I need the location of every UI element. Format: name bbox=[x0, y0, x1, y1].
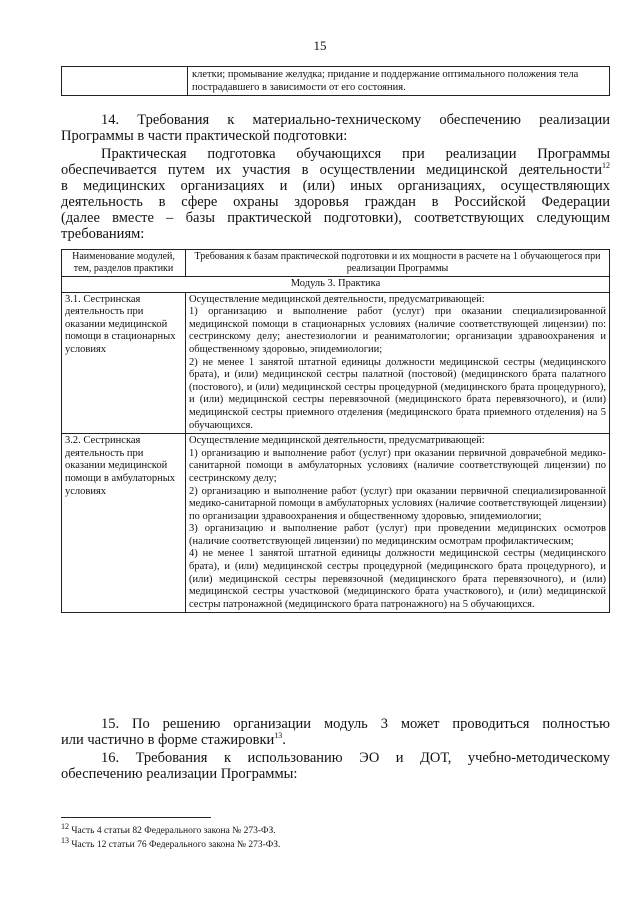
requirement-item: 2) не менее 1 занятой штатной единицы должности медицинской сестры (медицинского брата), и (или) медицинской сестры палатной (постовой) (медицинского брата палатного (постового), и (или) медицинской сестры процедурной (медицинского брата процедурного), и (или) медицинской сестры перевязочной (медицинского брата перевязочного), и (или) медицинской сестры приемного отделения (медицинского брата приемного отделения) на 5 обучающихся. bbox=[189, 356, 606, 431]
row-name: 3.2. Сестринская деятельность при оказании медицинской помощи в амбулаторных условиях bbox=[62, 434, 186, 613]
footnote-marker: 12 bbox=[61, 821, 69, 831]
footnote-separator bbox=[61, 817, 211, 818]
section-16-heading-cont: обеспечению реализации Программы: bbox=[61, 766, 298, 782]
section-14-heading: 14. Требования к материально-техническому обеспечению реализации bbox=[101, 112, 610, 128]
table-cell-text: клетки; промывание желудка; придание и поддержание оптимального положения тела пострадавшего в зависимости от его состояния. bbox=[188, 67, 610, 96]
table-header-row bbox=[62, 250, 610, 277]
paragraph-line: (далее вместе – базы практической подготовки), соответствующих следующим bbox=[61, 210, 610, 226]
requirement-item: 2) организацию и выполнение работ (услуг) при оказании первичной специализированной медико-санитарной помощи в амбулаторных условиях (наличие соответствующей лицензии) по организации здравоохранения и общественному здоровью, эпидемиологии; bbox=[189, 485, 606, 522]
table-row bbox=[62, 292, 610, 434]
footnote bbox=[61, 821, 276, 837]
section-14-paragraph bbox=[61, 146, 610, 242]
requirement-item: 4) не менее 1 занятой штатной единицы должности медицинской сестры (медицинского брата), и (или) медицинской сестры процедурной (медицинского брата процедурного), и (или) медицинской сестры перевязочной (медицинского брата перевязочного), и (или) медицинской сестры участковой (медицинского брата участкового), и (или) медицинской сестры патронажной (медицинского брата патронажного) на 5 обучающихся. bbox=[189, 548, 606, 610]
previous-table-continuation bbox=[61, 66, 610, 96]
column-header-modules: Наименование модулей, тем, разделов практики bbox=[62, 250, 186, 277]
footnote-marker: 13 bbox=[61, 835, 69, 845]
footnote bbox=[61, 835, 281, 851]
row-name: 3.1. Сестринская деятельность при оказании медицинской помощи в стационарных условиях bbox=[62, 292, 186, 434]
footnote-text: Часть 12 статьи 76 Федерального закона № 273-ФЗ. bbox=[69, 840, 281, 850]
section-15-text: 15. По решению организации модуль 3 может проводиться полностью bbox=[101, 716, 610, 732]
footnote-ref[interactable]: 13 bbox=[274, 731, 283, 741]
paragraph-text: обеспечивается путем их участия в осуществлении медицинской деятельности bbox=[61, 162, 602, 178]
module-title-row bbox=[62, 277, 610, 293]
practice-bases-table bbox=[61, 249, 610, 613]
section-16-heading: 16. Требования к использованию ЭО и ДОТ, учебно-методическому bbox=[101, 750, 610, 766]
paragraph-line: Практическая подготовка обучающихся при реализации Программы bbox=[101, 146, 610, 162]
paragraph-line bbox=[61, 162, 610, 178]
footnote-text: Часть 4 статьи 82 Федерального закона № 273-ФЗ. bbox=[69, 826, 276, 836]
column-header-requirements: Требования к базам практической подготовки и их мощности в расчете на 1 обучающегося при реализации Программы bbox=[186, 250, 610, 277]
paragraph-line: требованиям: bbox=[61, 226, 145, 242]
requirement-item: 3) организацию и выполнение работ (услуг) при проведении медицинских осмотров (наличие соответствующей лицензии) по медицинским осмотрам профилактическим; bbox=[189, 523, 606, 547]
section-14-heading-cont: Программы в части практической подготовки: bbox=[61, 128, 348, 144]
page-number: 15 bbox=[313, 38, 327, 53]
requirement-item: 1) организацию и выполнение работ (услуг) при оказании первичной доврачебной медико-санитарной помощи в амбулаторных условиях (наличие соответствующей лицензии) по сестринскому делу; bbox=[189, 447, 606, 484]
row-requirements bbox=[186, 292, 610, 434]
requirement-item: Осуществление медицинской деятельности, предусматривающей: bbox=[189, 435, 485, 447]
table-row bbox=[62, 434, 610, 613]
requirement-item: 1) организацию и выполнение работ (услуг) при оказании специализированной медицинской помощи в стационарных условиях (наличие соответствующей лицензии) по: сестринскому делу; анестезиологии и реаниматологии; организации здравоохранения и общественному здоровью, эпидемиологии; bbox=[189, 306, 606, 355]
paragraph-text: или частично в форме стажировки bbox=[61, 732, 275, 748]
paragraph-line: деятельность в сфере охраны здоровья граждан в Российской Федерации bbox=[61, 194, 610, 210]
section-15-text-cont bbox=[61, 732, 610, 748]
empty-cell bbox=[62, 67, 188, 96]
paragraph-text: . bbox=[282, 732, 286, 748]
paragraph-line: в медицинских организациях и (или) иных организациях, осуществляющих bbox=[61, 178, 610, 194]
row-requirements bbox=[186, 434, 610, 613]
requirement-item: Осуществление медицинской деятельности, предусматривающей: bbox=[189, 293, 485, 305]
module-title: Модуль 3. Практика bbox=[62, 277, 610, 293]
footnote-ref[interactable]: 12 bbox=[602, 161, 610, 171]
